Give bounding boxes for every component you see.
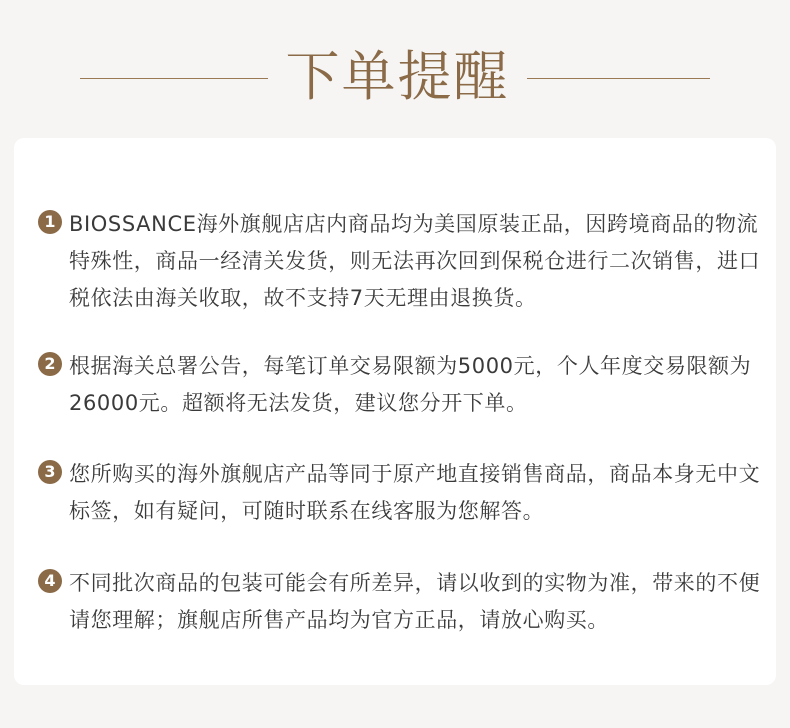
header xyxy=(0,40,790,114)
notice-text: 不同批次商品的包装可能会有所差异，请以收到的实物为准，带来的不便请您理解；旗舰店所售产品均为官方正品，请放心购买。 xyxy=(69,571,761,632)
item-number-badge: 4 xyxy=(38,569,62,593)
notice-card xyxy=(14,138,776,685)
item-number-badge: 1 xyxy=(38,210,62,234)
item-number-badge: 2 xyxy=(38,352,62,376)
notice-text: 您所购买的海外旗舰店产品等同于原产地直接销售商品，商品本身无中文标签，如有疑问，可随时联系在线客服为您解答。 xyxy=(69,462,761,523)
title-divider-right xyxy=(527,78,710,79)
title-divider-left xyxy=(80,78,268,79)
page-title: 下单提醒 xyxy=(285,45,510,108)
item-number-badge: 3 xyxy=(38,460,62,484)
notice-text: BIOSSANCE海外旗舰店店内商品均为美国原装正品，因跨境商品的物流特殊性，商品一经清关发货，则无法再次回到保税仓进行二次销售，进口税依法由海关收取，故不支持7天无理由退换货。 xyxy=(69,212,761,310)
notice-text: 根据海关总署公告，每笔订单交易限额为5000元，个人年度交易限额为26000元。超额将无法发货，建议您分开下单。 xyxy=(69,354,752,415)
